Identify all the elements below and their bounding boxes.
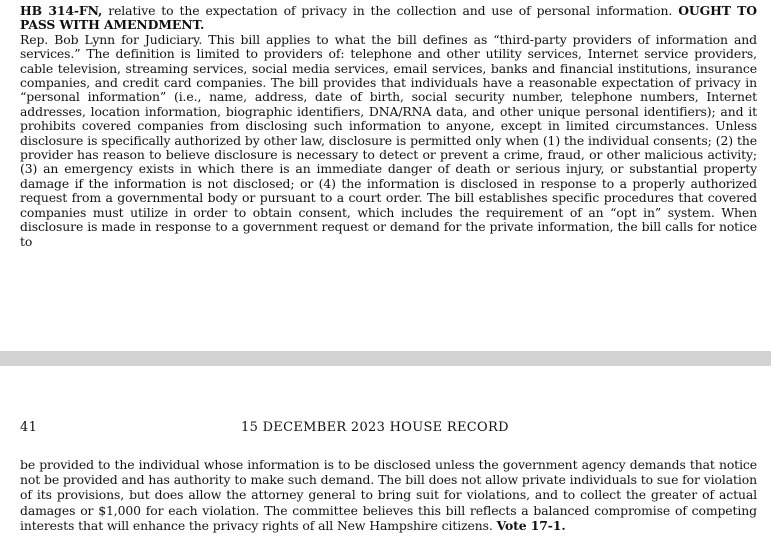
page-number: 41 <box>20 420 38 435</box>
continuation-body: be provided to the individual whose information is to be disclosed unless the government agency demands that notice not be provided and has authority to make such demand. The bill does not allow private individuals to sue for violation of its provisions, but does allow the attorney general to bring suit for violations, and to collect the greater of actual damages or $1,000 for each violation. The committee believes this bill reflects a balanced compromise of competing interests that will enhance the privacy rights of all New Hampshire citizens. <box>20 457 757 533</box>
bill-report-body: Rep. Bob Lynn for Judiciary. This bill applies to what the bill defines as “third-party providers of information and services.” The definition is limited to providers of: telephone and other utility services, Internet service providers, cable television, streaming services, social media services, email services, banks and financial institutions, insurance companies, and credit card companies. The bill provides that individuals have a reasonable expectation of privacy in “personal information” (i.e., name, address, date of birth, social security number, telephone numbers, Internet addresses, location information, biographic identifiers, DNA/RNA data, and other unique personal identifiers); and it prohibits covered companies from disclosing such information to anyone, except in limited circumstances. Unless disclosure is specifically authorized by other law, disclosure is permitted only when (1) the individual consents; (2) the provider has reason to believe disclosure is necessary to detect or prevent a crime, fraud, or other malicious activity; (3) an emergency exists in which there is an immediate danger of death or serious injury, or substantial property damage if the information is not disclosed; or (4) the information is disclosed in response to a properly authorized request from a governmental body or pursuant to a court order. The bill establishes specific procedures that covered companies must utilize in order to obtain consent, which includes the requirement of an “opt in” system. When disclosure is made in response to a government request or demand for the private information, the bill calls for notice to <box>20 31 757 249</box>
page-break-divider <box>0 351 771 366</box>
bill-title: relative to the expectation of privacy in the collection and use of personal information. <box>102 3 679 18</box>
vote-result: Vote 17-1. <box>496 517 566 533</box>
page-header <box>20 420 757 438</box>
bill-id: HB 314-FN, <box>20 3 103 18</box>
bill-report-top <box>20 4 757 249</box>
bill-heading <box>20 4 757 33</box>
bill-report-continuation <box>20 457 757 533</box>
continuation-paragraph <box>20 457 757 533</box>
committee-recommendation: OUGHT TO PASS WITH AMENDMENT. <box>20 3 757 33</box>
running-head: 15 DECEMBER 2023 HOUSE RECORD <box>241 420 509 435</box>
